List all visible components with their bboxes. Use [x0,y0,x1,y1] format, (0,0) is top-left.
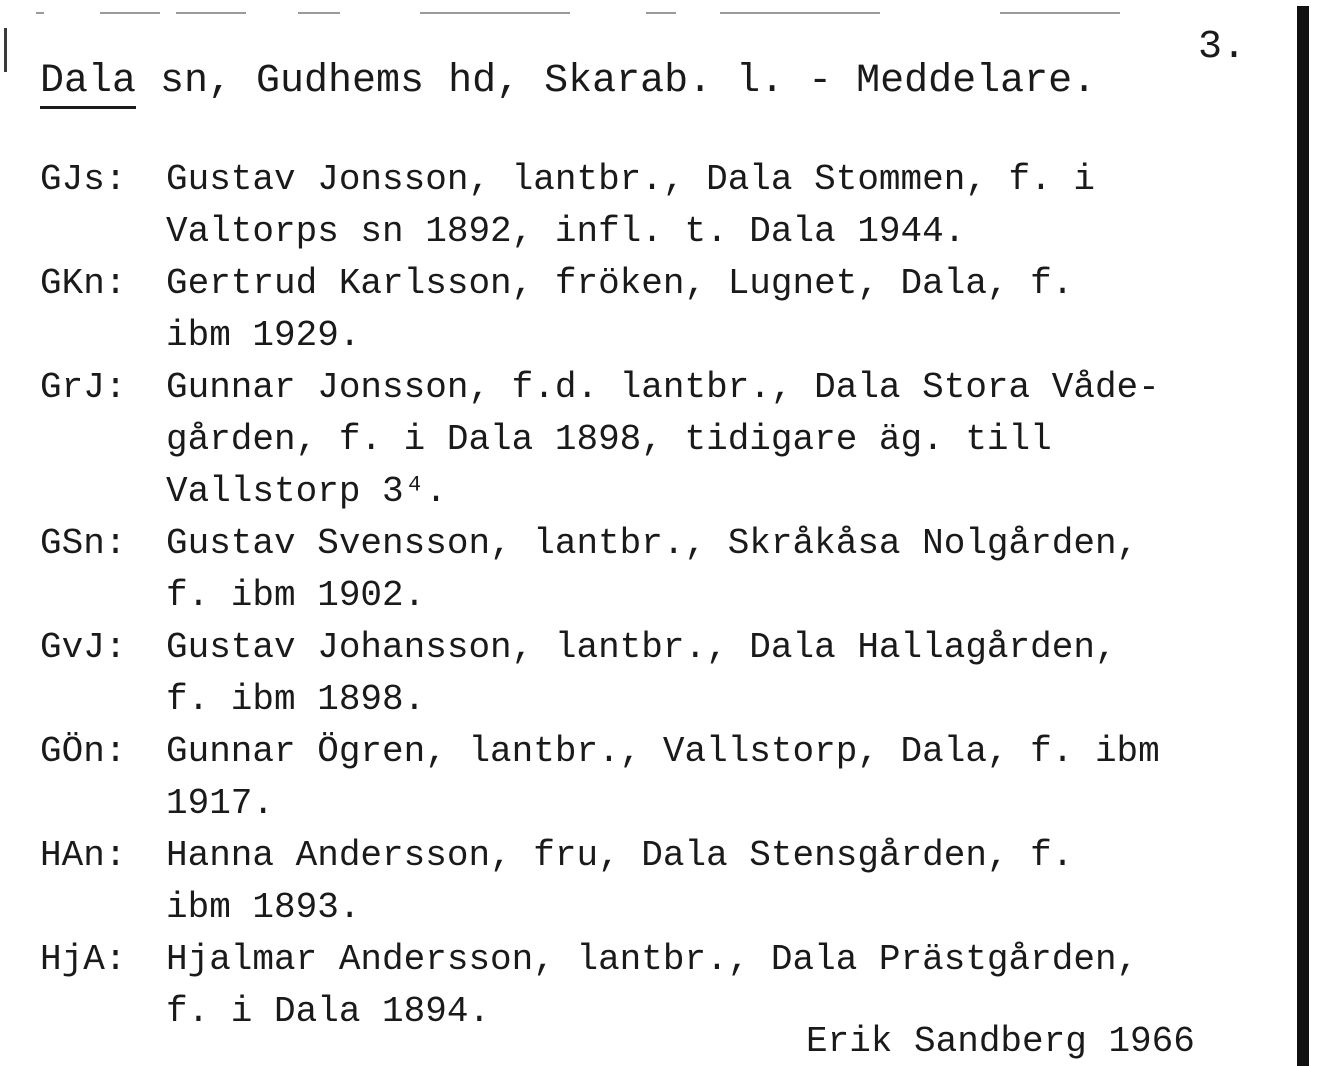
heading-place: Dala [40,59,136,109]
card-heading [40,58,1096,106]
scan-edge-mark [36,12,44,14]
scan-edge-mark [100,12,160,14]
informant-entry [40,518,1290,622]
informant-entry [40,830,1290,934]
informant-text: Gustav Johansson, lantbr., Dala Hallagården, f. ibm 1898. [166,627,1117,720]
scan-edge-mark [420,12,570,14]
scan-edge-mark [176,12,246,14]
scan-left-edge [4,28,7,72]
informant-text: Gustav Svensson, lantbr., Skråkåsa Nolgården, f. ibm 1902. [166,523,1139,616]
heading-rest: sn, Gudhems hd, Skarab. l. - Meddelare. [136,59,1097,104]
informant-entry [40,258,1290,362]
informant-code: GÖn: [40,731,127,772]
informant-text: Hanna Andersson, fru, Dala Stensgården, f. ibm 1893. [166,835,1074,928]
scan-edge-mark [646,12,676,14]
informant-code: HjA: [40,939,127,980]
page-number: 3. [1198,25,1247,70]
scan-right-edge [1297,6,1309,1066]
informant-text: Hjalmar Andersson, lantbr., Dala Prästgården, f. i Dala 1894. [166,939,1139,1032]
informant-text: Gunnar Ögren, lantbr., Vallstorp, Dala, f. ibm 1917. [166,731,1160,824]
informant-code: HAn: [40,835,127,876]
scan-edge-mark [298,12,340,14]
informant-text: Gustav Jonsson, lantbr., Dala Stommen, f. i Valtorps sn 1892, infl. t. Dala 1944. [166,159,1095,252]
signature: Erik Sandberg 1966 [806,1021,1195,1062]
scan-edge-mark [720,12,880,14]
informant-text: Gunnar Jonsson, f.d. lantbr., Dala Stora Våde- gården, f. i Dala 1898, tidigare äg. till Vallstorp 3⁴. [166,367,1160,512]
informant-entry [40,362,1290,518]
informant-code: GrJ: [40,367,127,408]
informant-code: GvJ: [40,627,127,668]
informant-entry [40,622,1290,726]
scan-edge-mark [1000,12,1120,14]
informant-list [40,154,1290,1038]
informant-code: GJs: [40,159,127,200]
informant-text: Gertrud Karlsson, fröken, Lugnet, Dala, f. ibm 1929. [166,263,1074,356]
informant-code: GSn: [40,523,127,564]
informant-entry [40,726,1290,830]
informant-code: GKn: [40,263,127,304]
informant-entry [40,154,1290,258]
